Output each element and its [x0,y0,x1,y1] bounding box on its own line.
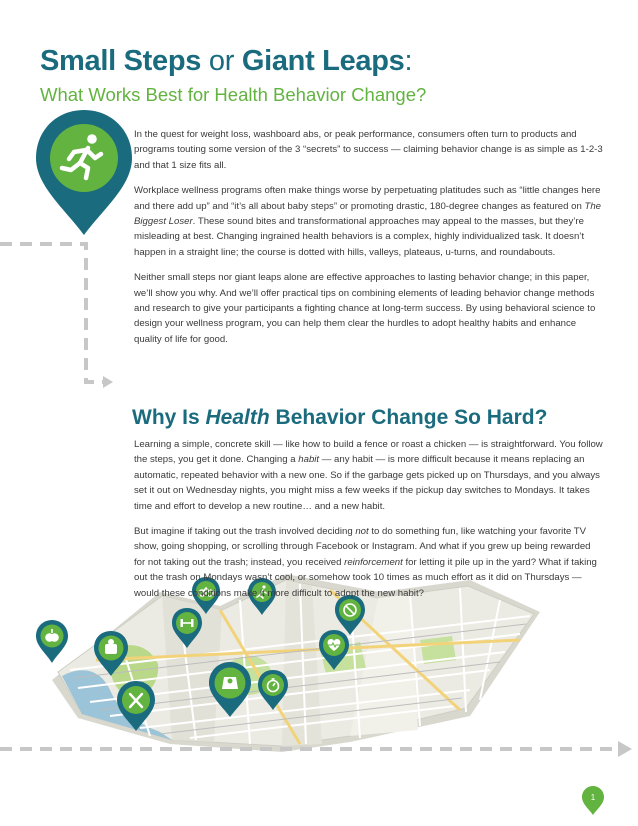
apple-pin [36,620,68,663]
intro-paragraph-3: Neither small steps nor giant leaps alone are effective approaches to lasting behavior change; in this paper, we’ll show you why. And we’ll offer practical tips on combining elements of leading behavior change methods and research to give your participants a fighting chance at long-term success. By using behavioral science to design your wellness program, you can help them clear the hurdles to adopt healthy habits and enhance quality of life for good. [134,272,596,345]
intro-section [134,127,604,357]
why-section [134,405,604,611]
section-paragraph-2: But imagine if taking out the trash involved deciding not to do something fun, like watching your favorite TV show, going shopping, or scrolling through Facebook or Instagram. And what if you grew up being rewarded for not taking out the trash; instead, you received reinforcement for letting it pile up in the yard? What if taking out the trash on Mondays wasn’t cool, or somehow took 10 times as much effort as it did on Thursdays — would these conditions make it more difficult to adopt the new habit? [134,526,597,599]
hero-pin [36,110,132,235]
dashed-path [0,244,104,382]
path-arrow-top-icon [103,376,113,388]
page-title [40,44,412,78]
intro-paragraph-1: In the quest for weight loss, washboard abs, or peak performance, consumers often turn to products and programs touting some version of the 3 “secrets” to success — claiming behavior change is as simple as 1-2-3 and that 1 size fits all. [134,129,603,171]
weigh-scale-icon [222,677,238,689]
page-number-badge [582,786,604,815]
section-heading: Why Is Health Behavior Change So Hard? [132,406,548,429]
page-number: 1 [590,793,596,802]
show-title: The Biggest Loser [134,200,602,228]
title-part-small-steps: Small Steps [40,45,202,77]
page-subtitle: What Works Best for Health Behavior Change? [40,84,427,105]
section-paragraph-1: Learning a simple, concrete skill — like how to build a fence or roast a chicken — is straightforward. You follow the steps, you get it done. Changing a habit — any habit — is more difficult because it means replacing an automatic, repeated behavior with a new one. So if the garbage gets picked up on Thursdays, and you always set it out on Wednesday nights, you might miss a few weeks if the pickup day switches to Mondays. It takes time and effort to develop a new routine… and a new habit. [134,439,603,512]
intro-paragraph-2: Workplace wellness programs often make things worse by perpetuating platitudes such as “little changes here and there add up” and “it’s all about baby steps” or promoting drastic, 180-degree changes as featured on The Biggest Loser. These sound bites and transformational approaches may appeal to the masses, but they’re misleading at best. Changing ingrained health behaviors is a complex, highly individualized task. It doesn’t happen in a straight line; the course is dotted with hills, valleys, plateaus, u-turns, and roundabouts. [134,185,602,258]
title-connector: or [201,45,242,77]
title-colon: : [404,45,413,77]
title-part-giant-leaps: Giant Leaps [241,45,405,77]
path-arrow-bottom-icon [618,741,632,757]
